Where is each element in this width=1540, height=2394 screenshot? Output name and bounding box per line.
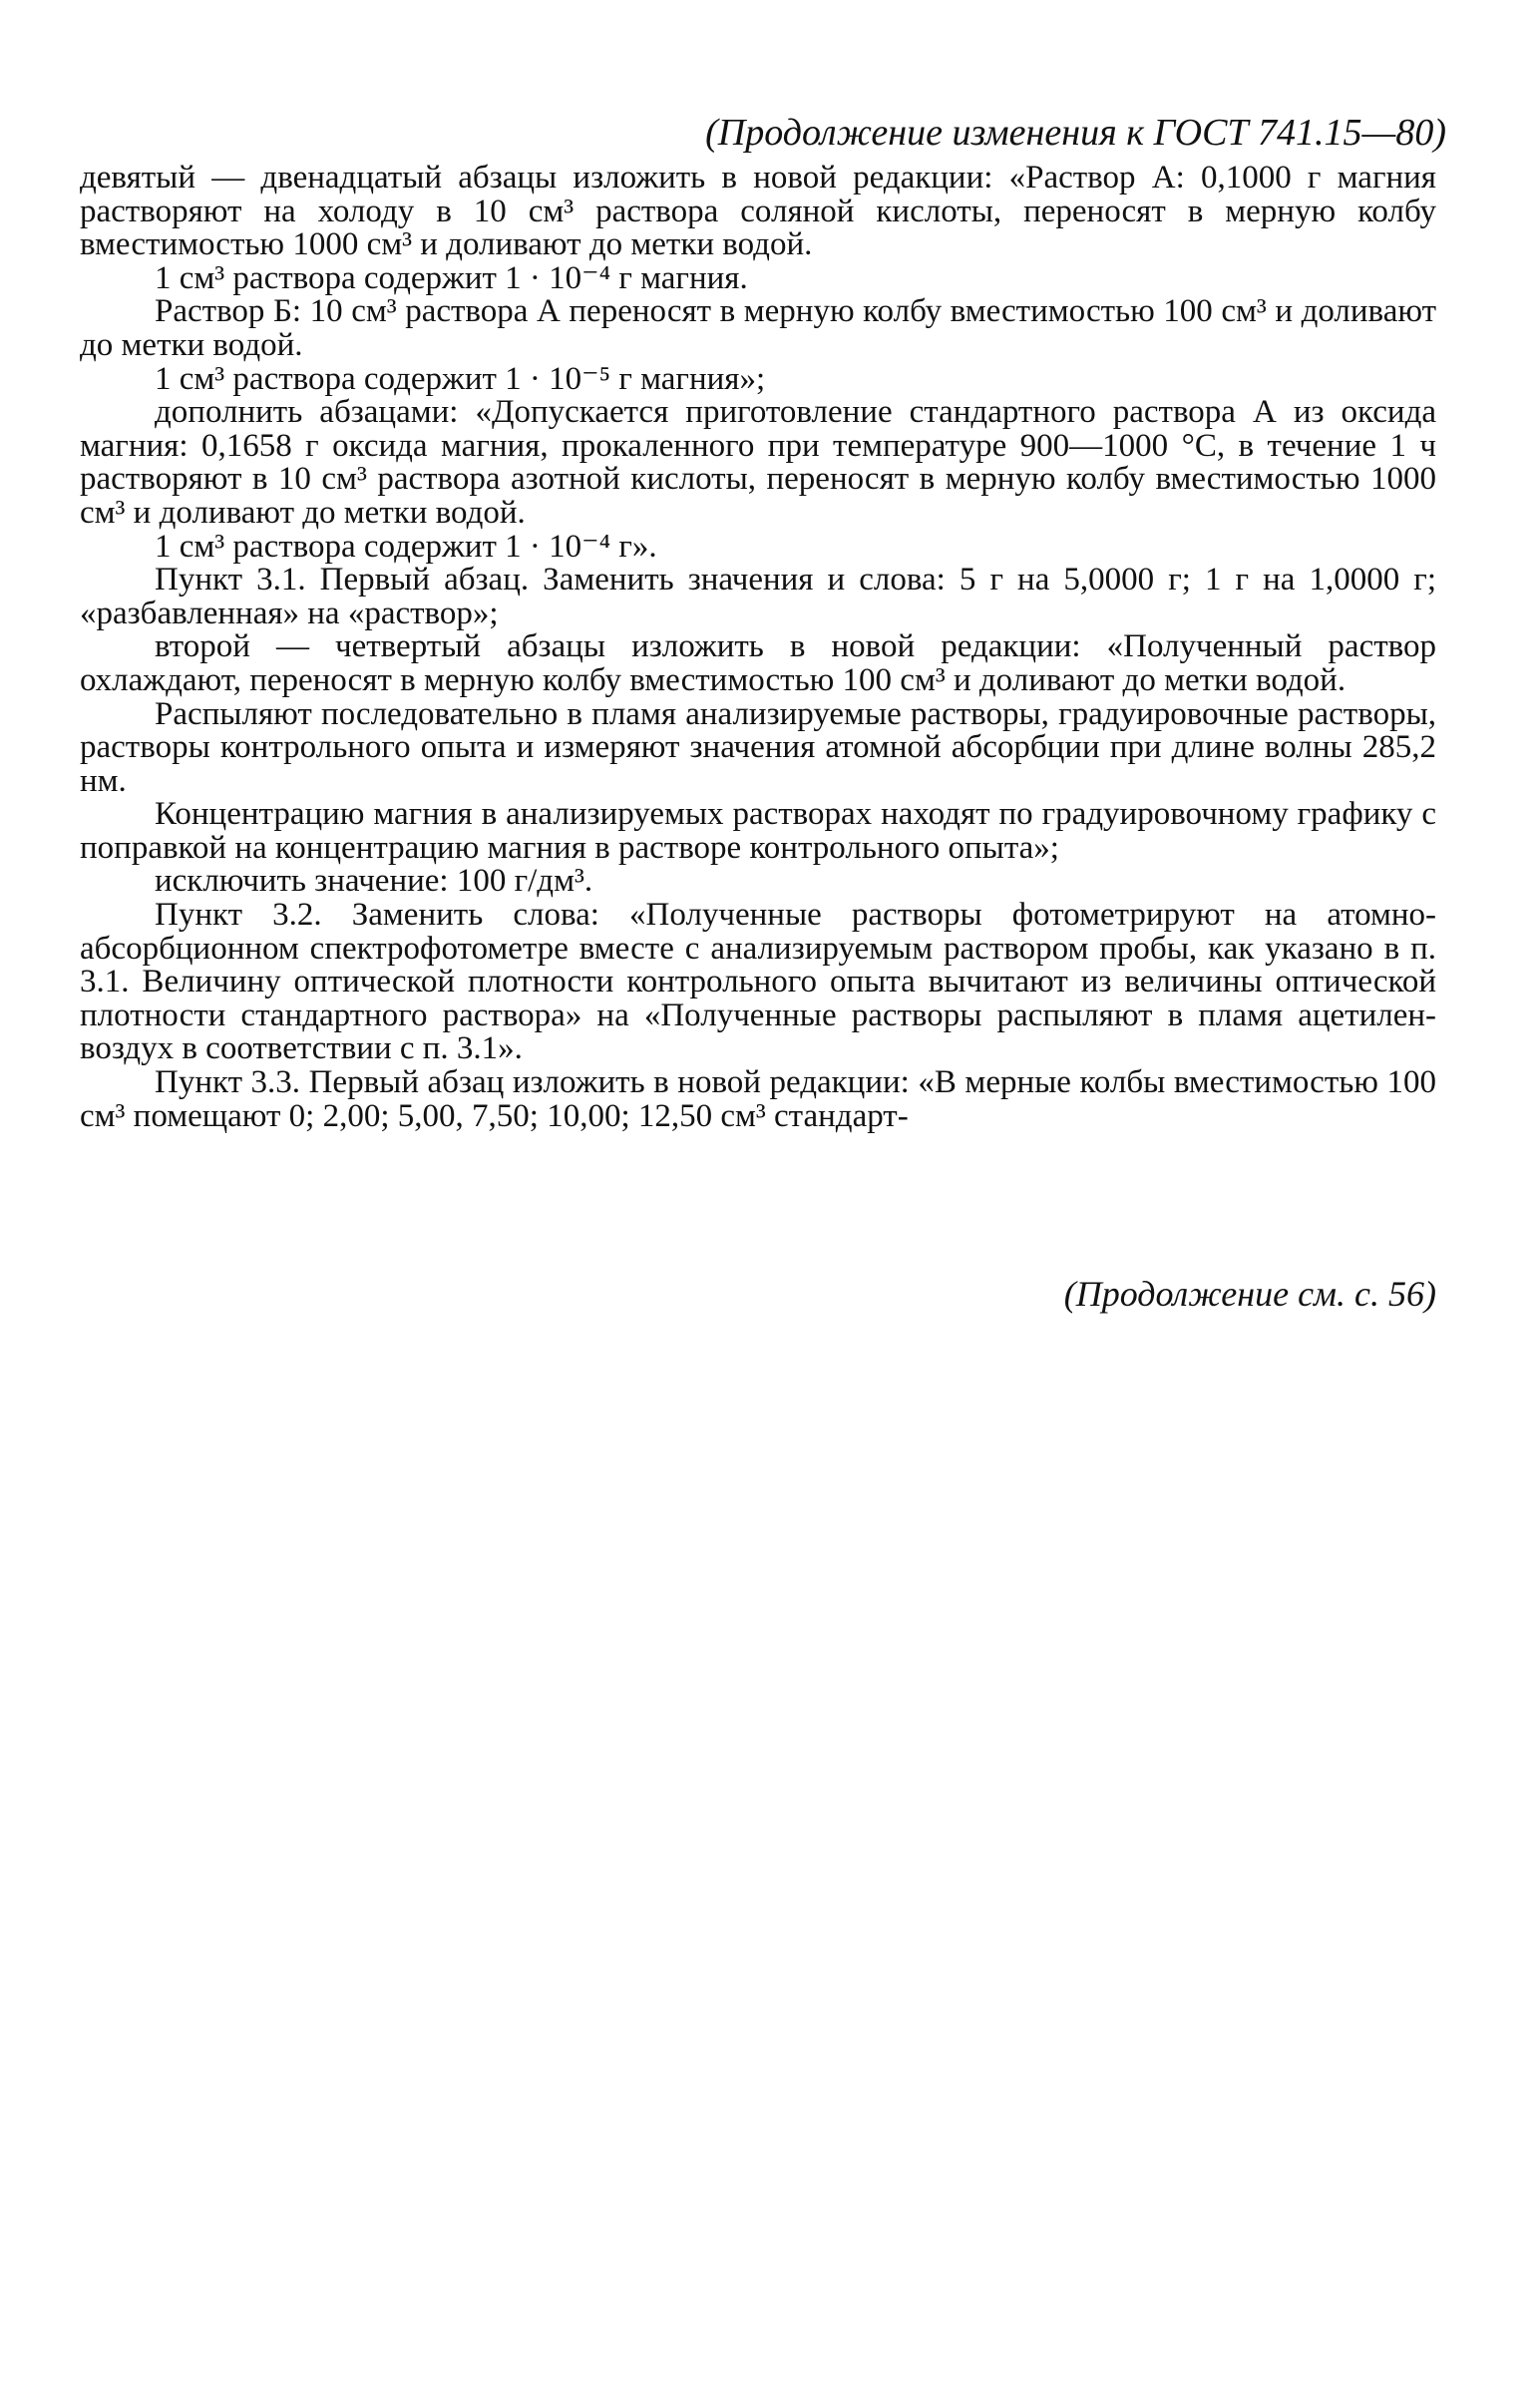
paragraph-9: Распыляют последовательно в пламя анализируемые растворы, градуировочные растворы, растворы контрольного опыта и измеряют значения атомной абсорбции при длине волны 285,2 нм. — [80, 695, 1436, 799]
paragraph-4: 1 см³ раствора содержит 1 · 10⁻⁵ г магния»; — [155, 360, 766, 397]
paragraph-11: исключить значение: 100 г/дм³. — [155, 863, 593, 900]
continuation-header: (Продолжение изменения к ГОСТ 741.15—80) — [705, 112, 1446, 154]
paragraph-2: 1 см³ раствора содержит 1 · 10⁻⁴ г магния. — [155, 259, 748, 296]
paragraph-7: Пункт 3.1. Первый абзац. Заменить значения и слова: 5 г на 5,0000 г; 1 г на 1,0000 г; «разбавленная» на «раствор»; — [80, 562, 1436, 631]
paragraph-5: дополнить абзацами: «Допускается приготовление стандартного раствора А из оксида магния: 0,1658 г оксида магния, прокаленного при температуре 900—1000 °С, в течение 1 ч растворяют в 10 см³ раствора азотной кислоты, переносят в мерную колбу вместимостью 1000 см³ и доливают до метки водой. — [80, 394, 1436, 531]
paragraph-13: Пункт 3.3. Первый абзац изложить в новой редакции: «В мерные колбы вместимостью 100 см³ помещают 0; 2,00; 5,00, 7,50; 10,00; 12,50 см³ стандарт- — [80, 1064, 1436, 1134]
paragraph-10: Концентрацию магния в анализируемых растворах находят по градуировочному графику с поправкой на концентрацию магния в растворе контрольного опыта»; — [80, 796, 1436, 866]
paragraph-12: Пункт 3.2. Заменить слова: «Полученные растворы фотометрируют на атомно-абсорбционном спектрофотометре вместе с анализируемым раствором пробы, как указано в п. 3.1. Величину оптической плотности контрольного опыта вычитают из величины оптической плотности стандартного раствора» на «Полученные растворы распыляют в пламя ацетилен-воздух в соответствии с п. 3.1». — [80, 897, 1436, 1067]
paragraph-6: 1 см³ раствора содержит 1 · 10⁻⁴ г». — [155, 528, 657, 565]
paragraph-3: Раствор Б: 10 см³ раствора А переносят в мерную колбу вместимостью 100 см³ и доливают до метки водой. — [80, 293, 1436, 363]
paragraph-8: второй — четвертый абзацы изложить в новой редакции: «Полученный раствор охлаждают, переносят в мерную колбу вместимостью 100 см³ и доливают до метки водой. — [80, 628, 1436, 698]
paragraph-1: девятый — двенадцатый абзацы изложить в новой редакции: «Раствор А: 0,1000 г магния растворяют на холоду в 10 см³ раствора соляной кислоты, переносят в мерную колбу вместимостью 1000 см³ и доливают до метки водой. — [80, 160, 1436, 263]
continuation-footer: (Продолжение см. с. 56) — [1063, 1274, 1436, 1314]
document-body — [80, 162, 1436, 1133]
